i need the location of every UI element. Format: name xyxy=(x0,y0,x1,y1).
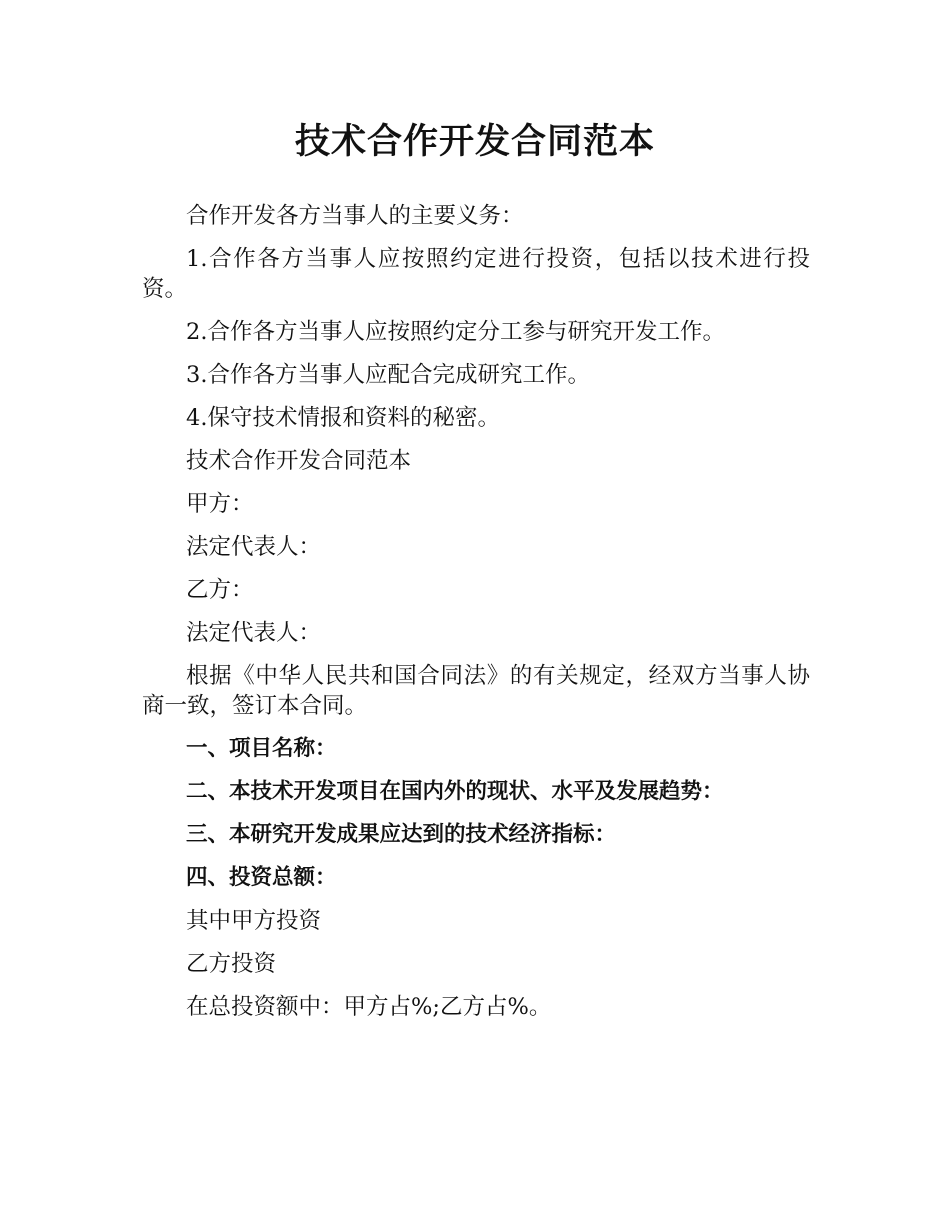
document-title: 技术合作开发合同范本 xyxy=(294,122,655,162)
obligation-item-4: 4.保守技术情报和资料的秘密。 xyxy=(186,405,500,431)
obligation-item-2: 2.合作各方当事人应按照约定分工参与研究开发工作。 xyxy=(186,319,725,345)
party-b-representative-field: 法定代表人： xyxy=(186,620,322,646)
investment-share: 在总投资额中：甲方占%;乙方占%。 xyxy=(186,994,552,1020)
contract-subtitle: 技术合作开发合同范本 xyxy=(186,448,412,474)
obligations-heading: 合作开发各方当事人的主要义务： xyxy=(186,203,524,229)
section-heading-total-investment: 四、投资总额： xyxy=(186,865,337,890)
contract-preamble: 根据《中华人民共和国合同法》的有关规定，经双方当事人协商一致，签订本合同。 xyxy=(142,663,810,719)
party-a-field: 甲方： xyxy=(186,491,254,517)
obligation-item-1: 1.合作各方当事人应按照约定进行投资，包括以技术进行投资。 xyxy=(142,246,810,302)
document-body xyxy=(142,201,810,1035)
section-heading-technical-indicators: 三、本研究开发成果应达到的技术经济指标： xyxy=(186,822,617,847)
section-heading-project-name: 一、项目名称： xyxy=(186,736,337,761)
party-a-investment: 其中甲方投资 xyxy=(186,908,322,934)
obligation-item-3: 3.合作各方当事人应配合完成研究工作。 xyxy=(186,362,590,388)
section-heading-status-trends: 二、本技术开发项目在国内外的现状、水平及发展趋势： xyxy=(186,779,724,804)
party-b-field: 乙方： xyxy=(186,577,254,603)
party-b-investment: 乙方投资 xyxy=(186,951,277,977)
party-a-representative-field: 法定代表人： xyxy=(186,534,322,560)
